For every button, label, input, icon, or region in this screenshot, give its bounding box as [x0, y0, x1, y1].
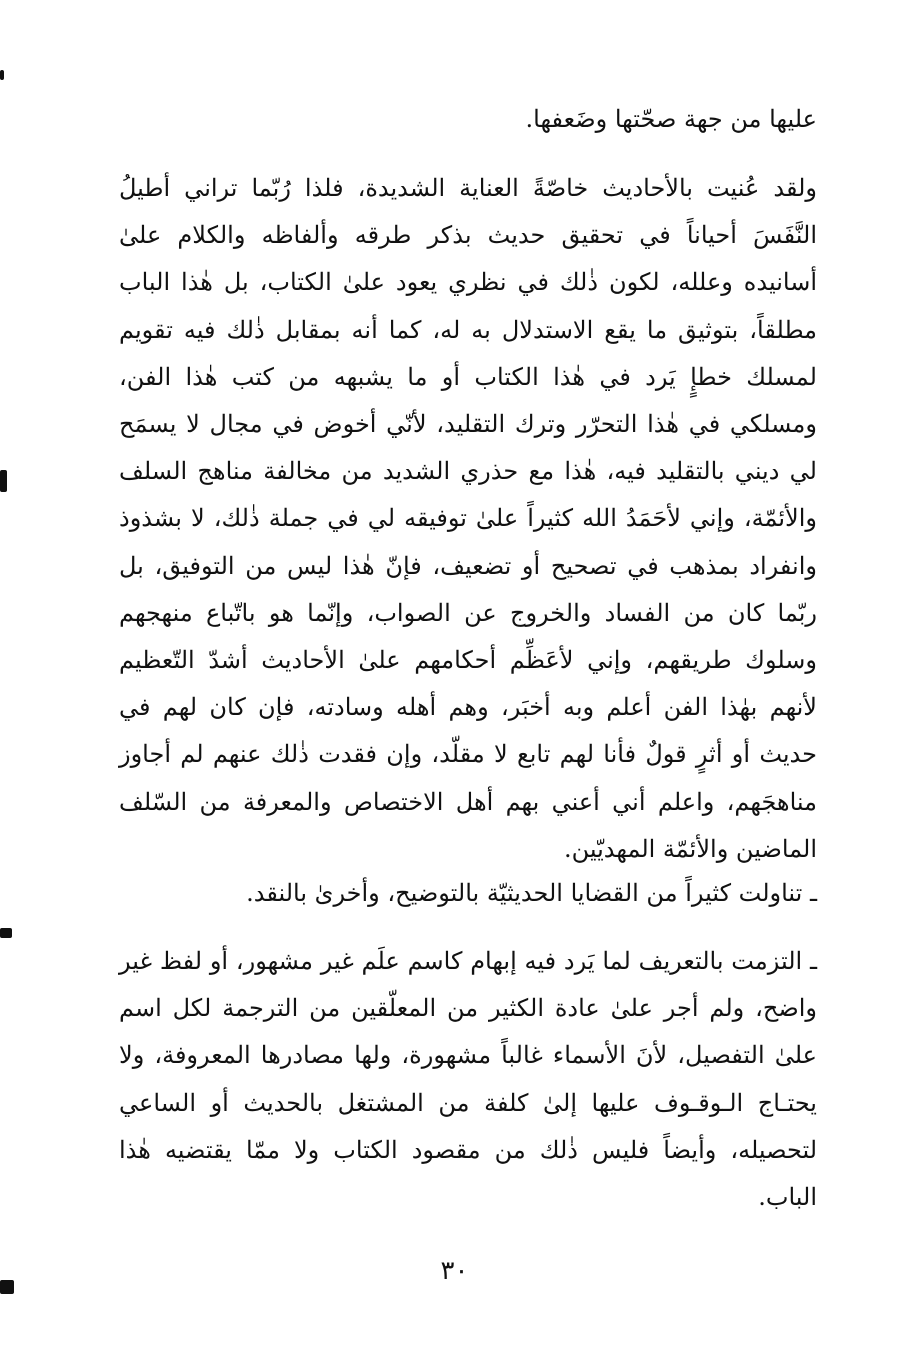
paragraph-continuation — [119, 96, 817, 143]
paragraph-definitions — [119, 938, 817, 1221]
scan-edge-mark — [0, 70, 4, 80]
page-number: ٣٠ — [440, 1256, 469, 1286]
paragraph-text: ولقد عُنيت بالأحاديث خاصّةً العناية الشديدة، فلذا رُبّما تراني أطيلُ النَّفَسَ أحياناً في تحقيق حديث بذكر طرقه وألفاظه والكلام علىٰ أسانيده وعلله، لكون ذٰلك في نظري يعود علىٰ الكتاب، بل هٰذا الباب مطلقاً، بتوثيق ما يقع الاستدلال به له، كما أنه بمقابل ذٰلك فيه تقويم لمسلك خطإٍ يَرد في هٰذا الكتاب أو ما يشبهه من كتب هٰذا الفن، ومسلكي في هٰذا التحرّر وترك التقليد، لأنّي أخوض في مجال لا يسمَح لي ديني بالتقليد فيه، هٰذا مع حذري الشديد من مخالفة مناهج السلف والأئمّة، وإني لأحَمَدُ الله كثيراً علىٰ توفيقه لي في جملة ذٰلك، لا بشذوذ وانفراد بمذهب في تصحيح أو تضعيف، فإنّ هٰذا ليس من التوفيق، بل ربّما كان من الفساد والخروج عن الصواب، وإنّما هو باتّباع منهجهم وسلوك طريقهم، وإني لأعَظِّم أحكامهم علىٰ الأحاديث أشدّ التّعظيم لأنهم بهٰذا الفن أعلم وبه أخبَر، وهم أهله وسادته، فإن كان لهم في حديث أو أثرٍ قولٌ فأنا لهم تابع لا مقلّد، وإن فقدت ذٰلك عنهم لم أجاوز مناهجَهم، واعلم أني أعني بهم أهل الاختصاص والمعرفة من السّلف الماضين والأئمّة المهديّين. — [119, 174, 818, 863]
paragraph-hadith-method — [119, 165, 817, 873]
paragraph-text: ـ التزمت بالتعريف لما يَرد فيه إبهام كاسم علَم غير مشهور، أو لفظ غير واضح، ولم أجر علىٰ عادة الكثير من المعلّقين من الترجمة لكل اسم علىٰ التفصيل، لأنَ الأسماء غالباً مشهورة، ولها مصادرها المعروفة، ولا يحتـاج الـوقـوف عليها إلىٰ كلفة من المشتغل بالحديث أو الساعي لتحصيله، وأيضاً فليس ذٰلك من مقصود الكتاب ولا ممّا يقتضيه هٰذا الباب. — [119, 947, 818, 1212]
paragraph-text: عليها من جهة صحّتها وضَعفها. — [525, 105, 817, 133]
scan-edge-mark — [0, 1280, 14, 1294]
scan-edge-mark — [0, 928, 12, 938]
scan-edge-mark — [0, 470, 7, 492]
paragraph-issues — [119, 870, 817, 917]
paragraph-text: ـ تناولت كثيراً من القضايا الحديثيّة بالتوضيح، وأخرىٰ بالنقد. — [246, 879, 817, 907]
